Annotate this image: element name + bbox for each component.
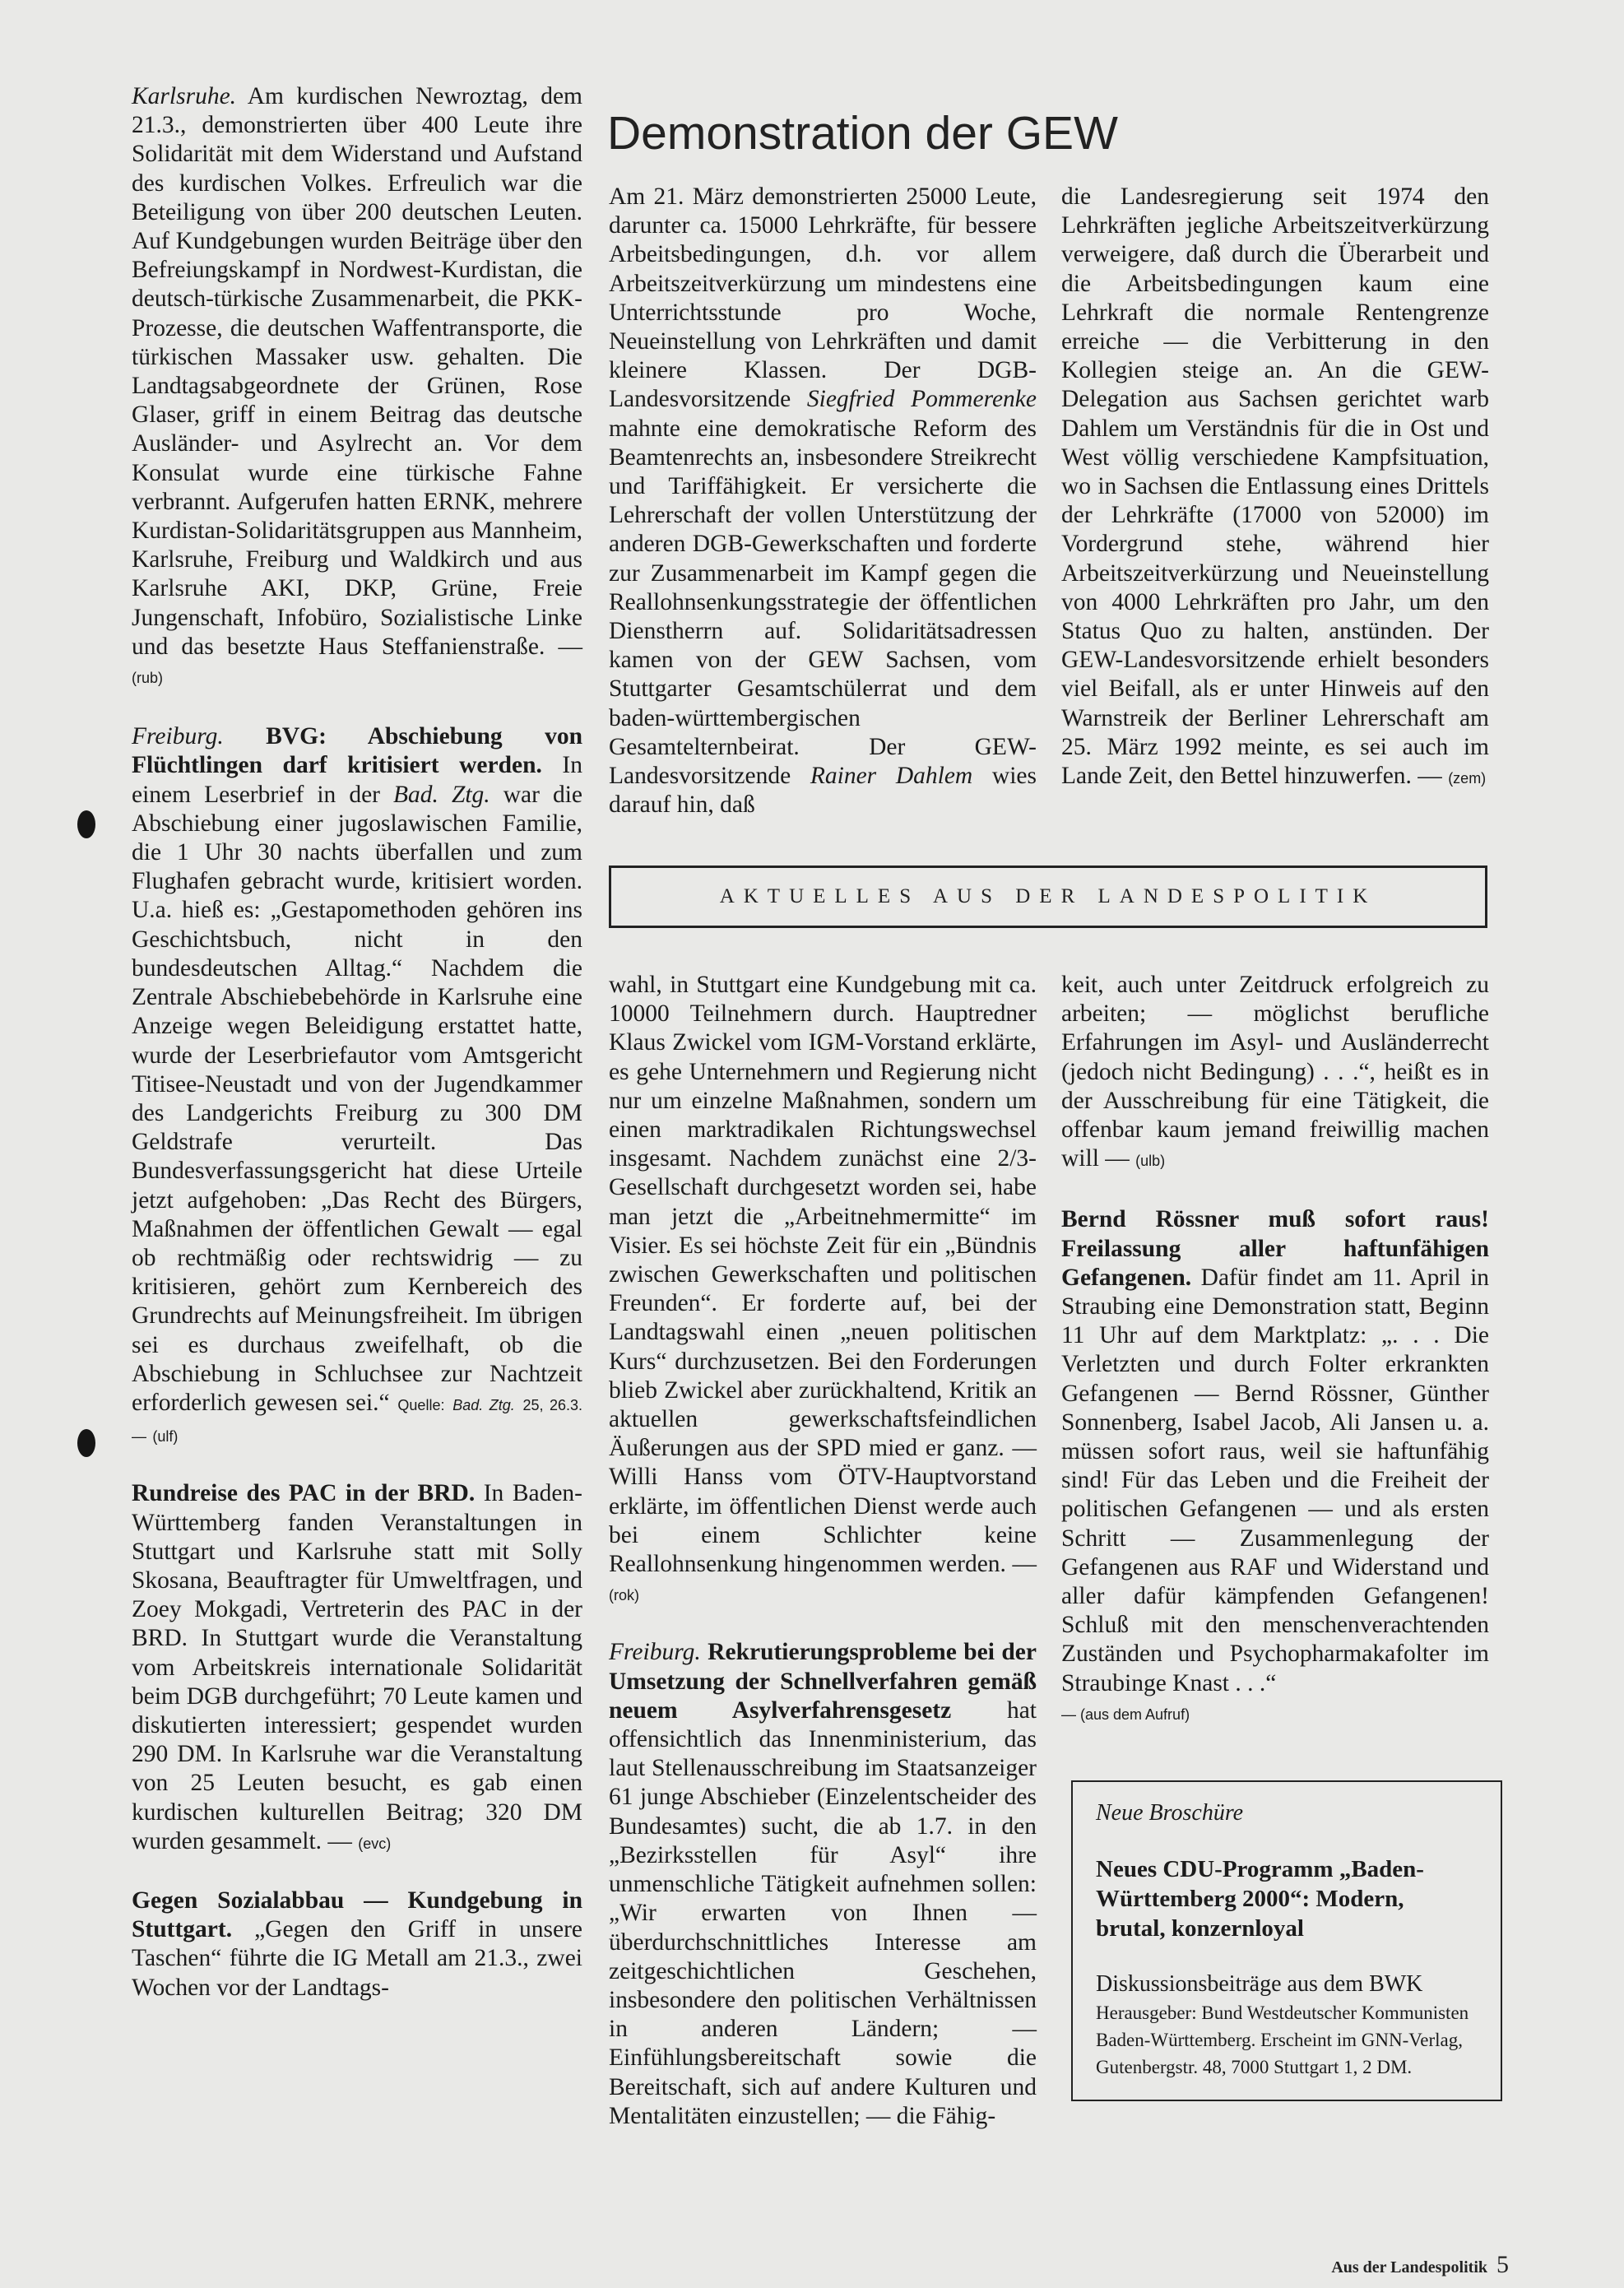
article-body: keit, auch unter Zeitdruck erfolgreich zu arbeiten; — möglichst berufliche Erfahrungen im Asyl- und Ausländerrecht (jedoch nicht Bedingung) . . .“, heißt es in der Ausschreibung für eine Tätigkeit, die offenbar kaum jemand freiwillig machen will — xyxy=(1061,972,1489,1172)
brochure-title: Neues CDU-Programm „Baden-Württemberg 2000“: Modern, brutal, konzernloyal xyxy=(1096,1856,1424,1942)
article-body: In Baden-Württemberg fanden Veranstaltungen in Stuttgart und Karlsruhe statt mit Solly Skosana, Beauftragter für Umweltfragen, und Zoey Mokgadi, Vertreterin des PAC in der BRD. In Stuttgart wurde die Veranstaltung vom Arbeitskreis internationale Solidarität beim DGB durchgeführt; 70 Leute kamen und diskutierten interessiert; gespendet wurden 290 DM. In Karlsruhe war die Veranstaltung von 25 Leuten besucht, es gab einen kurdischen kulturellen Beitrag; 320 DM wurden gesammelt. — xyxy=(132,1480,582,1854)
article-headline: Bernd Rössner muß sofort raus! Freilassung aller haftunfähigen Gefangenen. xyxy=(1061,1206,1489,1291)
author-tag: (rub) xyxy=(132,670,164,687)
article-headline: Rundreise des PAC in der BRD. xyxy=(132,1480,476,1507)
brochure-kicker: Neue Broschüre xyxy=(1096,1800,1244,1826)
article-gew-part1 xyxy=(609,183,1037,819)
page-title: Demonstration der GEW xyxy=(607,107,1118,160)
brochure-subtitle: Diskussionsbeiträge aus dem BWK xyxy=(1096,1971,1423,1997)
article-headline: Rekrutierungsprobleme bei der Umsetzung der Schnellverfahren gemäß neuem Asylverfahrensgesetz xyxy=(609,1639,1037,1724)
punch-hole-bottom xyxy=(77,1429,95,1457)
article-body: die Landesregierung seit 1974 den Lehrkräften jegliche Arbeitszeitverkürzung verweigere, daß durch die Überarbeit und die Arbeitsbedingungen kaum eine Lehrkraft die normale Rentengrenze erreiche — die Verbitterung in den Kollegien steige an. An die GEW-Delegation aus Sachsen gerichtet warb Dahlem um Verständnis für die in Ost und West völlig verschiedene Kampfsituation, wo in Sachsen die Entlassung eines Drittels der Lehrkräfte (17000 von 52000) im Vordergrund stehe, während hier Arbeitszeitverkürzung und Neueinstellung von 4000 Lehrkräften pro Jahr, um den Status Quo zu halten, anstünden. Der GEW-Landesvorsitzende erhielt besonders viel Beifall, als er unter Hinweis auf den Warnstreik der Berliner Lehrerschaft am 25. März 1992 meinte, es sei auch im Lande Zeit, den Bettel hinzuwerfen. — xyxy=(1061,183,1489,790)
article-freiburg-rekrut xyxy=(609,1638,1037,2130)
source-detail: 25, 26.3. — xyxy=(132,1396,583,1446)
source-paper: Bad. Ztg. xyxy=(452,1396,515,1413)
article-body: Dafür findet am 11. April in Straubing eine Demonstration statt, Beginn 11 Uhr auf dem Marktplatz: „. . . Die Verletzten und durch Folter erkrankten Gefangenen — Bernd Rössner, Günther Sonnenberg, Isabel Jacob, Ali Jansen u. a. müssen sofort raus, weil sie haftunfähig sind! Für das Leben und die Freiheit der politischen Gefangenen — und als ersten Schritt — Zusammenlegung der Gefangenen aus RAF und Widerstand und aller dafür kämpfenden Gefangenen! Schluß mit den menschenverachtenden Zuständen und Psychopharmakafolter im Straubinge Knast . . .“ xyxy=(1061,1264,1490,1696)
article-karlsruhe xyxy=(132,82,582,693)
article-pac xyxy=(132,1479,582,1859)
article-body: wahl, in Stuttgart eine Kundgebung mit ca. 10000 Teilnehmern durch. Hauptredner Klaus Zwickel vom IGM-Vorstand erklärte, es gehe Unternehmern und Regierung nicht nur um einzelne Maßnahmen, sondern um einen marktradikalen Richtungswechsel insgesamt. Nachdem zunächst eine 2/3-Gesellschaft durchgesetzt worden sei, habe man jetzt die „Arbeitnehmermitte“ im Visier. Es sei höchste Zeit für ein „Bündnis zwischen Gewerkschaften und politischen Freunden“. Er forderte auf, bei der Landtagswahl einen „neuen politischen Kurs“ durchzusetzen. Bei den Forderungen blieb Zwickel aber zurückhaltend, Kritik an aktuellen gewerkschaftsfeindlichen Äußerungen aus der SPD mied er ganz. — Willi Hanss vom ÖTV-Hauptvorstand erklärte, im öffentlichen Dienst werde auch bei einem Schlichter keine Reallohnsenkung hingenommen werden. — xyxy=(609,972,1037,1578)
person-name: Rainer Dahlem xyxy=(810,763,973,790)
footer-section: Aus der Landespolitik xyxy=(1331,2258,1487,2276)
article-headline: BVG: Abschiebung von Flüchtlingen darf kritisiert werden. xyxy=(132,723,582,779)
article-body-intro: In einem Leserbrief in der xyxy=(132,752,582,808)
article-body: wies darauf hin, daß xyxy=(609,763,1037,819)
page-number: 5 xyxy=(1496,2251,1509,2278)
article-sozialabbau xyxy=(132,1887,582,2003)
author-tag: (evc) xyxy=(358,1835,392,1852)
author-tag: (zem) xyxy=(1448,770,1487,787)
article-body: war die Abschiebung einer jugoslawischen Familie, die 1 Uhr 30 nachts überfallen und zum Flughafen gebracht wurde, kritisiert worden. U.a. hieß es: „Gestapomethoden gehören ins Geschichtsbuch, nicht in den bundesdeutschen Alltag.“ Nachdem die Zentrale Abschiebebehörde in Karlsruhe eine Anzeige wegen Beleidigung erstattet hatte, wurde der Leserbriefautor vom Amtsgericht Titisee-Neustadt und von der Jugendkammer des Landgerichts Freiburg zu 300 DM Geldstrafe verurteilt. Das Bundesverfassungsgericht hat diese Urteile jetzt aufgehoben: „Das Recht des Bürgers, Maßnahmen der öffentlichen Gewalt — egal ob rechtmäßig oder rechtswidrig — zu kritisieren, gehört zum Kernbereich des Grundrechts auf Meinungsfreiheit. Im übrigen sei es durchaus zweifelhaft, ob die Abschiebung in Schluchsee zur Nachtzeit erforderlich gewesen sei.“ xyxy=(132,781,582,1416)
brochure-box xyxy=(1071,1780,1502,2101)
article-gew-part2 xyxy=(1061,183,1489,793)
section-banner: AKTUELLES AUS DER LANDESPOLITIK xyxy=(609,866,1487,928)
article-body: hat offensichtlich das Innenministerium, das laut Stellenausschreibung im Staatsanzeiger 61 junge Abschieber (Einzelentscheider des Bundesamtes) sucht, die ab 1.7. in den „Bezirksstellen für Asyl“ ihre unmenschliche Tätigkeit aufnehmen sollen: „Wir erwarten von Ihnen — überdurchschnittliches Interesse am zeitgeschichtlichen Geschehen, insbesondere den politischen Verhältnissen in anderen Ländern; — Einfühlungsbereitschaft sowie die Bereitschaft, sich auf andere Kulturen und Mentalitäten einzustellen; — die Fähig- xyxy=(609,1696,1037,2129)
author-tag: (ulf) xyxy=(152,1428,179,1446)
article-kicker: Freiburg. xyxy=(132,723,224,750)
gew-column-2 xyxy=(1061,183,1489,793)
article-body: „Gegen den Griff in unsere Taschen“ führte die IG Metall am 21.3., zwei Wochen vor der Landtags- xyxy=(132,1916,583,2001)
article-freiburg-rekrut-cont xyxy=(1061,971,1489,1176)
author-tag: — (aus dem Aufruf) xyxy=(1061,1706,1190,1723)
gew-column-1 xyxy=(609,183,1037,819)
article-kicker: Karlsruhe. xyxy=(132,83,237,109)
left-column xyxy=(132,82,582,2003)
middle-column xyxy=(609,971,1037,2131)
article-kicker: Freiburg. xyxy=(609,1639,701,1666)
article-body: Am 21. März demonstrierten 25000 Leute, darunter ca. 15000 Lehrkräfte, für bessere Arbeitsbedingungen, d.h. vor allem Arbeitszeitverkürzung um mindestens eine Unterrichtsstunde pro Woche, Neueinstellung von Lehrkräften und damit kleinere Klassen. Der DGB-Landesvorsitzende xyxy=(609,183,1037,413)
article-sozialabbau-cont xyxy=(609,971,1037,1610)
article-headline: Gegen Sozialabbau — Kundgebung in Stuttgart. xyxy=(132,1887,582,1943)
article-body: Am kurdischen Newroztag, dem 21.3., demonstrierten über 400 Leute ihre Solidarität mit dem Widerstand und Aufstand des kurdischen Volkes. Erfreulich war die Beteiligung von über 200 deutschen Leuten. Auf Kundgebungen wurden Beiträge über den Befreiungskampf in Nordwest-Kurdistan, die deutsch-türkische Zusammenarbeit, die PKK-Prozesse, die deutschen Waffentransporte, die türkischen Massaker usw. gehalten. Die Landtagsabgeordnete der Grünen, Rose Glaser, griff in einem Beitrag das deutsche Ausländer- und Asylrecht an. Vor dem Konsulat wurde eine türkische Fahne verbrannt. Aufgerufen hatten ERNK, mehrere Kurdistan-Solidaritätsgruppen aus Mannheim, Karlsruhe, Freiburg und Waldkirch und aus Karlsruhe AKI, DKP, Grüne, Freie Jungenschaft, Infobüro, Sozialistische Linke und das besetzte Haus Steffanienstraße. — xyxy=(132,83,582,660)
brochure-publisher: Herausgeber: Bund Westdeutscher Kommunisten Baden-Württemberg. Erscheint im GNN-Verlag, Gutenbergstr. 48, 7000 Stuttgart 1, 2 DM. xyxy=(1096,2003,1469,2077)
source-label: Quelle: xyxy=(397,1396,445,1413)
punch-hole-top xyxy=(77,810,95,838)
page-footer xyxy=(1331,2251,1509,2279)
article-freiburg-bvg xyxy=(132,722,582,1451)
person-name: Siegfried Pommerenke xyxy=(806,386,1037,413)
article-roessner xyxy=(1061,1205,1489,1729)
right-column xyxy=(1061,971,1489,1729)
author-tag: (rok) xyxy=(609,1587,639,1604)
article-body: mahnte eine demokratische Reform des Beamtenrechts an, insbesondere Streikrecht und Tariffähigkeit. Er versicherte die Lehrerschaft der vollen Unterstützung der anderen DGB-Gewerkschaften und forderte zur Zusammenarbeit im Kampf gegen die Reallohnsenkungsstrategie der öffentlichen Dienstherrn auf. Solidaritätsadressen kamen von der GEW Sachsen, vom Stuttgarter Gesamtschülerrat und dem baden-württembergischen Gesamtelternbeirat. Der GEW-Landesvorsitzende xyxy=(609,415,1037,790)
newspaper-name: Bad. Ztg. xyxy=(393,781,490,808)
author-tag: (ulb) xyxy=(1135,1153,1166,1170)
